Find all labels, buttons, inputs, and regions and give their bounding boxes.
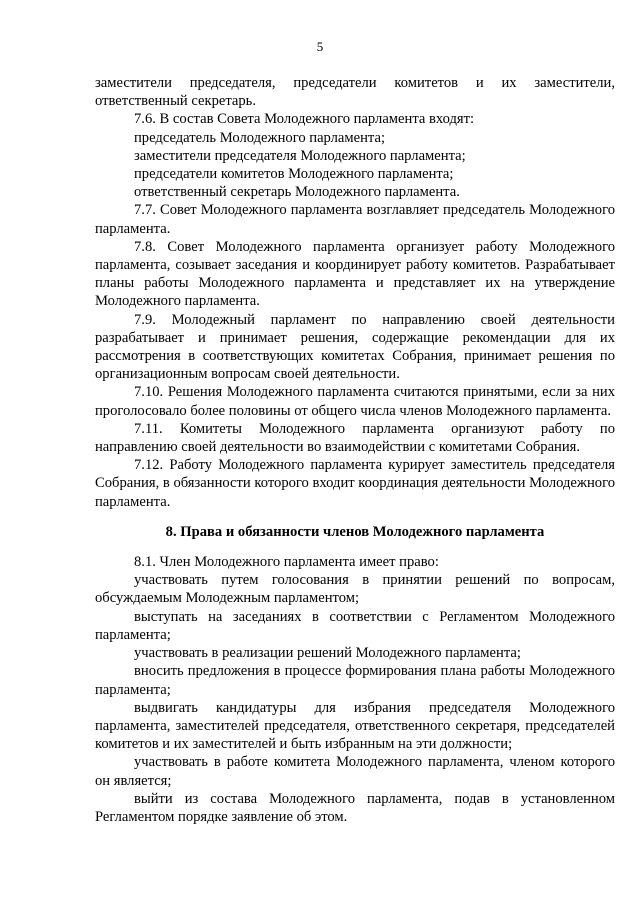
paragraph-7-7: 7.7. Совет Молодежного парламента возглавляет председатель Молодежного парламента. — [95, 202, 615, 237]
list-item-deputies: заместители председателя Молодежного парламента; — [134, 147, 466, 164]
list-item-chairman: председатель Молодежного парламента; — [134, 129, 386, 146]
paragraph-7-11: 7.11. Комитеты Молодежного парламента организуют работу по направлению своей деятельности во взаимодействии с комитетами Собрания. — [95, 420, 615, 456]
list-item-secretary: ответственный секретарь Молодежного парламента. — [134, 184, 460, 201]
paragraph-7-8: 7.8. Совет Молодежного парламента организует работу Молодежного парламента, созывает заседания и координирует работу комитетов. Разрабатывает планы работы Молодежного парламента и представляет их на утверждение Молодежного парламента. — [95, 238, 615, 310]
section-heading: 8. Права и обязанности членов Молодежного парламента — [165, 523, 545, 540]
right-item-voting: участвовать путем голосования в принятии решений по вопросам, обсуждаемым Молодежным парламентом; — [95, 572, 615, 607]
right-item-committee-work: участвовать в работе комитета Молодежного парламента, членом которого он является; — [95, 754, 615, 789]
right-item-withdrawal: выйти из состава Молодежного парламента, подав в установленном Регламентом порядке заявление об этом. — [95, 790, 615, 825]
list-item-committee-chairs: председатели комитетов Молодежного парламента; — [134, 166, 454, 183]
paragraph-7-10: 7.10. Решения Молодежного парламента считаются принятыми, если за них проголосовало более половины от общего числа членов Молодежного парламента. — [95, 384, 615, 419]
paragraph-7-12: 7.12. Работу Молодежного парламента курирует заместитель председателя Собрания, в обязанности которого входит координация деятельности Молодежного парламента. — [95, 457, 615, 510]
right-item-speaking: выступать на заседаниях в соответствии с Регламентом Молодежного парламента; — [95, 608, 615, 643]
document-body — [95, 74, 615, 826]
right-item-proposals: вносить предложения в процессе формирования плана работы Молодежного парламента; — [95, 663, 615, 698]
right-item-nominations: выдвигать кандидатуры для избрания председателя Молодежного парламента, заместителей председателя, ответственного секретаря, председателей комитетов и их заместителей и быть избранным на эти должности; — [95, 699, 615, 753]
paragraph-8-1: 8.1. Член Молодежного парламента имеет право: — [134, 554, 439, 571]
paragraph-7-9: 7.9. Молодежный парламент по направлению своей деятельности разрабатывает и принимает решения, содержащие рекомендации для их рассмотрения в соответствующих комитетах Собрания, принимает решения по организационным вопросам своей деятельности. — [95, 311, 615, 383]
paragraph-continuation: заместители председателя, председатели комитетов и их заместители, ответственный секретарь. — [95, 75, 615, 110]
paragraph-7-6: 7.6. В состав Совета Молодежного парламента входят: — [134, 111, 475, 128]
right-item-implementation: участвовать в реализации решений Молодежного парламента; — [134, 645, 521, 662]
page-number: 5 — [316, 39, 324, 54]
